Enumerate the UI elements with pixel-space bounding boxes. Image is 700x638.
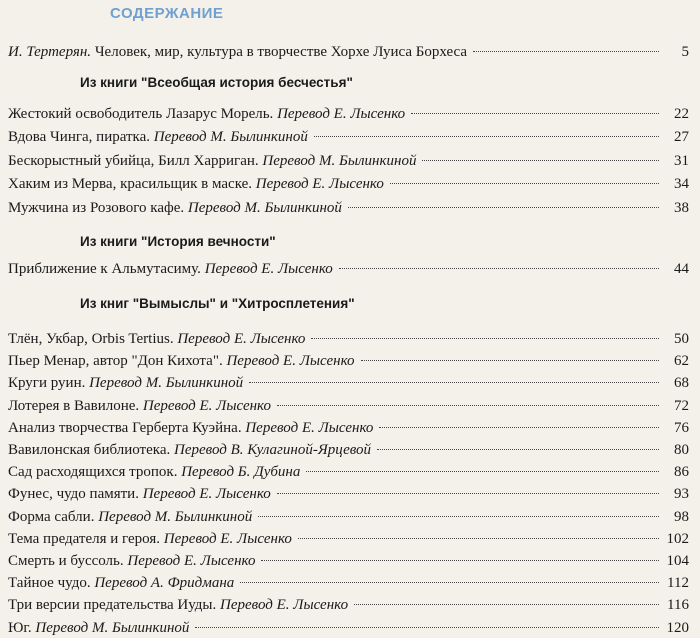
dot-leader — [379, 427, 659, 428]
entry-title: Вдова Чинга, пиратка. — [8, 129, 151, 146]
entry-translator: Перевод Б. Дубина — [181, 464, 301, 481]
page-number: 27 — [674, 129, 689, 146]
entry-translator: Перевод Е. Лысенко — [245, 419, 374, 436]
page-number: 62 — [674, 353, 689, 370]
toc-entry-intro — [8, 42, 689, 62]
page-number: 31 — [674, 152, 689, 169]
entry-translator: Перевод А. Фридмана — [94, 575, 235, 592]
entry-translator: Перевод Е. Лысенко — [226, 353, 355, 370]
toc-entry — [8, 440, 689, 460]
toc-entry — [8, 507, 689, 527]
entry-title: Три версии предательства Иуды. — [8, 597, 217, 614]
entry-translator: Перевод М. Былинкиной — [262, 152, 417, 169]
dot-leader — [361, 360, 659, 361]
dot-leader — [195, 627, 659, 628]
entry-title: Круги руин. — [8, 375, 86, 392]
entry-title: Тайное чудо. — [8, 575, 91, 592]
entry-title: Юг. — [8, 619, 32, 636]
page-number: 38 — [674, 199, 689, 216]
entry-title: Сад расходящихся тропок. — [8, 464, 178, 481]
page-number: 72 — [674, 397, 689, 414]
page-number: 44 — [674, 261, 689, 277]
page-number: 50 — [674, 331, 689, 347]
page-number: 112 — [667, 575, 689, 592]
entry-title: Анализ творчества Герберта Куэйна. — [8, 419, 242, 436]
page-number: 104 — [666, 553, 689, 569]
entry-title: Лотерея в Вавилоне. — [8, 397, 140, 414]
toc-entry — [8, 151, 689, 171]
page-number: 86 — [674, 464, 689, 481]
entry-translator: Перевод М. Былинкиной — [35, 619, 190, 636]
entry-title: Тема предателя и героя. — [8, 530, 161, 547]
entry-translator: Перевод Е. Лысенко — [204, 261, 333, 277]
page-number: 22 — [674, 106, 689, 122]
dot-leader — [277, 405, 659, 406]
page-number: 34 — [674, 176, 689, 193]
toc-heading: СОДЕРЖАНИЕ — [110, 5, 224, 22]
toc-entry — [8, 198, 689, 218]
dot-leader — [261, 560, 659, 561]
entry-title: Пьер Менар, автор "Дон Кихота". — [8, 353, 223, 370]
toc-entry — [8, 551, 689, 571]
dot-leader — [306, 471, 659, 472]
entry-translator: Перевод М. Былинкиной — [153, 129, 308, 146]
dot-leader — [473, 51, 659, 52]
dot-leader — [249, 382, 659, 383]
toc-entry — [8, 573, 689, 593]
dot-leader — [390, 183, 659, 184]
page-number: 98 — [674, 508, 689, 525]
entry-title: Приближение к Альмутасиму. — [8, 261, 201, 277]
toc-entry — [8, 127, 689, 147]
entry-translator: Перевод Е. Лысенко — [127, 553, 256, 569]
entry-title: Смерть и буссоль. — [8, 553, 124, 569]
dot-leader — [339, 268, 659, 269]
entry-title: Вавилонская библиотека. — [8, 442, 171, 458]
section-title: Из книг "Вымыслы" и "Хитросплетения" — [80, 296, 355, 311]
section-title: Из книги "Всеобщая история бесчестья" — [80, 75, 353, 90]
entry-translator: Перевод Е. Лысенко — [255, 176, 384, 193]
dot-leader — [277, 493, 659, 494]
entry-translator: Перевод М. Былинкиной — [187, 199, 342, 216]
page-number: 68 — [674, 375, 689, 392]
toc-entry — [8, 595, 689, 615]
entry-translator: Перевод М. Былинкиной — [89, 375, 244, 392]
page-number: 76 — [674, 419, 689, 436]
page-number: 93 — [674, 486, 689, 503]
intro-title: Человек, мир, культура в творчестве Хорхе Луиса Борхеса — [94, 44, 468, 60]
entry-title: Форма сабли. — [8, 508, 95, 525]
toc-entry — [8, 529, 689, 549]
dot-leader — [354, 604, 659, 605]
entry-translator: Перевод Е. Лысенко — [142, 486, 271, 503]
dot-leader — [411, 113, 659, 114]
dot-leader — [348, 207, 659, 208]
dot-leader — [258, 516, 659, 517]
dot-leader — [422, 160, 659, 161]
toc-entry — [8, 462, 689, 482]
dot-leader — [298, 538, 659, 539]
entry-translator: Перевод Е. Лысенко — [277, 106, 406, 122]
entry-title: Тлён, Укбар, Orbis Tertius. — [8, 331, 174, 347]
entry-translator: Перевод Е. Лысенко — [163, 530, 292, 547]
entry-title: Фунес, чудо памяти. — [8, 486, 139, 503]
toc-entry — [8, 396, 689, 416]
toc-entry — [8, 418, 689, 438]
dot-leader — [240, 582, 659, 583]
page-number: 5 — [681, 44, 689, 60]
entry-translator: Перевод Е. Лысенко — [177, 331, 306, 347]
toc-entry — [8, 373, 689, 393]
entry-title: Жестокий освободитель Лазарус Морель. — [8, 106, 274, 122]
entry-title: Хаким из Мерва, красильщик в маске. — [8, 176, 253, 193]
entry-translator: Перевод Е. Лысенко — [142, 397, 271, 414]
entry-title: Бескорыстный убийца, Билл Харриган. — [8, 152, 259, 169]
toc-entry — [8, 484, 689, 504]
toc-entry — [8, 618, 689, 638]
entry-title: Мужчина из Розового кафе. — [8, 199, 185, 216]
toc-entry — [8, 174, 689, 194]
section-title: Из книги "История вечности" — [80, 234, 276, 249]
dot-leader — [314, 136, 659, 137]
intro-author: И. Тертерян. — [8, 44, 92, 60]
dot-leader — [311, 338, 659, 339]
page-number: 116 — [667, 597, 689, 614]
toc-entry — [8, 329, 689, 349]
dot-leader — [377, 449, 659, 450]
entry-translator: Перевод Е. Лысенко — [220, 597, 349, 614]
toc-entry — [8, 351, 689, 371]
page-number: 80 — [674, 442, 689, 458]
entry-translator: Перевод М. Былинкиной — [98, 508, 253, 525]
page-number: 120 — [666, 619, 689, 636]
entry-translator: Перевод В. Кулагиной-Ярцевой — [173, 442, 372, 458]
toc-entry — [8, 104, 689, 124]
toc-entry — [8, 259, 689, 279]
page-number: 102 — [666, 530, 689, 547]
